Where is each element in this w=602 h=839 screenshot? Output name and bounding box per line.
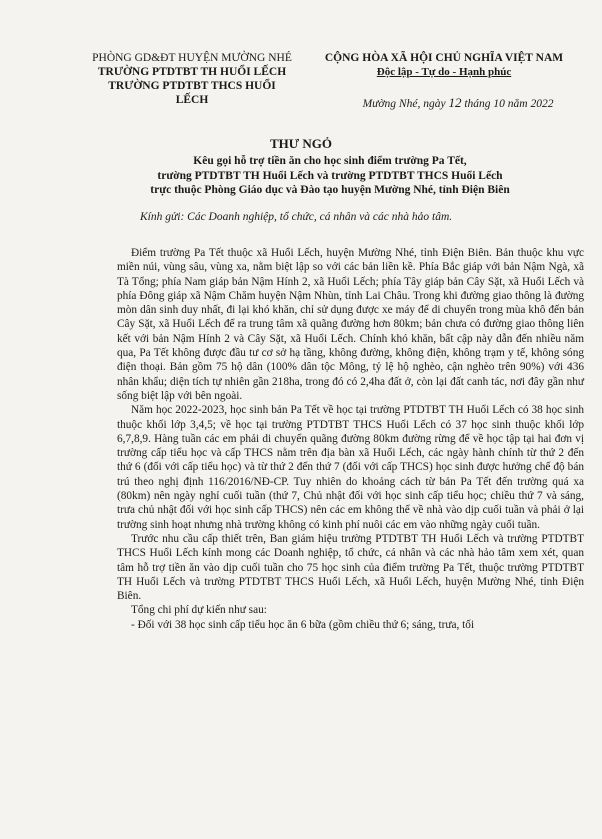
cost-list-item: - Đối với 38 học sinh cấp tiểu học ăn 6 bữa (gồm chiều thứ 6; sáng, trưa, tối: [131, 618, 475, 631]
issuer-header: [92, 51, 292, 107]
country-name: CỘNG HÒA XÃ HỘI CHỦ NGHĨA VIỆT NAM: [324, 52, 564, 64]
department-name: PHÒNG GD&ĐT HUYỆN MƯỜNG NHÉ: [92, 52, 292, 64]
paragraph-cost-intro: Tổng chi phí dự kiến như sau:: [131, 604, 267, 617]
subtitle-line-2: trường PTDTBT TH Huổi Lếch và trường PTDTBT THCS Huổi Lếch: [157, 169, 503, 182]
subtitle-line-3: trực thuộc Phòng Giáo dục và Đào tạo huyện Mường Nhé, tỉnh Điện Biên: [150, 184, 510, 196]
national-header: [304, 51, 584, 79]
letter-subtitle: [80, 154, 580, 198]
paragraph-location: Điểm trường Pa Tết thuộc xã Huổi Lếch, huyện Mường Nhé, tỉnh Điện Biên. Bản thuộc khu vực miền núi, vùng sâu, vùng xa, nằm biệt lập so với các bản liền kề. Phía Bắc giáp với bản Nậm Ngà, xã Tà Tổng; phía Nam giáp bản Nậm Hính 2, xã Huổi Lếch; phía Tây giáp bản Cây Sặt, xã Huổi Lếch và phía Đông giáp xã Nậm Chăm huyện Nậm Nhùn, tỉnh Lai Châu. Trong khi đường giao thông là đường mòn dân sinh duy nhất, đi lại khó khăn, chỉ sử dụng được xe máy để di chuyển trong mùa khô đến bản Cây Sặt, xã Huổi Lếch để ra trung tâm xã quãng đường hơn 80km; bản chưa có đường giao thông liên kết với bản Nậm Hính 2 và Cây Sặt, xã Huổi Lếch. Chính khó khăn, bất cập này dẫn đến nhiều năm qua, Pa Tết không được đầu tư cơ sở hạ tầng, không đường, không điện, không trạm y tế, không sóng điện thoại. Bản gồm 75 hộ dân (100% dân tộc Mông, tỷ lệ hộ nghèo, cận nghèo trên 90%) với 436 nhân khẩu; diện tích tự nhiên gần 218ha, trong đó có 2,4ha đất ở, còn lại đất canh tác, nơi đây gần như sống biệt lập với bên ngoài.: [117, 247, 584, 402]
subtitle-line-1: Kêu gọi hỗ trợ tiền ăn cho học sinh điểm trường Pa Tết,: [193, 155, 467, 167]
date-line: [338, 95, 578, 111]
paragraph-students: Năm học 2022-2023, học sinh bản Pa Tết về học tại trường PTDTBT TH Huổi Lếch có 38 học sinh thuộc khối lớp 3,4,5; về học tại trường PTDTBT THCS Huổi Lếch có 37 học sinh thuộc khối lớp 6,7,8,9. Hàng tuần các em phải di chuyển quãng đường 80km đường rừng để về học tập tại hai đơn vị trường cấp tiểu học và cấp THCS nằm trên địa bàn xã Huổi Lếch, các ngày hành chính từ thứ 2 đến thứ 6 (đối với cấp tiểu học) và từ thứ 2 đến thứ 7 (đối với cấp THCS) học sinh được hưởng chế độ bán trú theo nghị định 116/2016/NĐ-CP. Tuy nhiên do khoảng cách từ bản Pa Tết đến trường quá xa (80km) nên ngày nghỉ cuối tuần (thứ 7, Chủ nhật đối với học sinh cấp tiểu học; chiều thứ 7 và sáng, trưa chủ nhật đối với học sinh cấp THCS) nên các em không thể về nhà vào dịp cuối tuần và phải ở lại trường sinh hoạt nhưng nhà trường không có kinh phí nuôi các em vào những ngày cuối tuần.: [117, 404, 584, 531]
date-day: 12: [448, 95, 462, 110]
date-suffix: tháng 10 năm 2022: [464, 98, 554, 110]
national-motto: Độc lập - Tự do - Hạnh phúc: [376, 66, 512, 78]
primary-school-name: TRƯỜNG PTDTBT TH HUỔI LẾCH: [97, 66, 287, 78]
letter-title: THƯ NGỎ: [270, 136, 332, 151]
salutation: Kính gửi: Các Doanh nghiệp, tổ chức, cá nhân và các nhà hảo tâm.: [140, 211, 453, 223]
date-prefix: Mường Nhé, ngày: [362, 98, 446, 110]
secondary-school-name: TRƯỜNG PTDTBT THCS HUỔI LẾCH: [108, 80, 276, 106]
paragraph-request: Trước nhu cầu cấp thiết trên, Ban giám hiệu trường PTDTBT TH Huổi Lếch và trường PTDTBT THCS Huổi Lếch kính mong các Doanh nghiệp, tổ chức, cá nhân và các nhà hảo tâm xem xét, quan tâm hỗ trợ tiền ăn vào dịp cuối tuần cho 75 học sinh của điểm trường Pa Tết, thuộc trường PTDTBT TH Huổi Lếch và trường PTDTBT THCS Huổi Lếch, xã Huổi Lếch, huyện Mường Nhé, tỉnh Điện Biên.: [117, 532, 584, 603]
letter-body: [117, 246, 584, 632]
